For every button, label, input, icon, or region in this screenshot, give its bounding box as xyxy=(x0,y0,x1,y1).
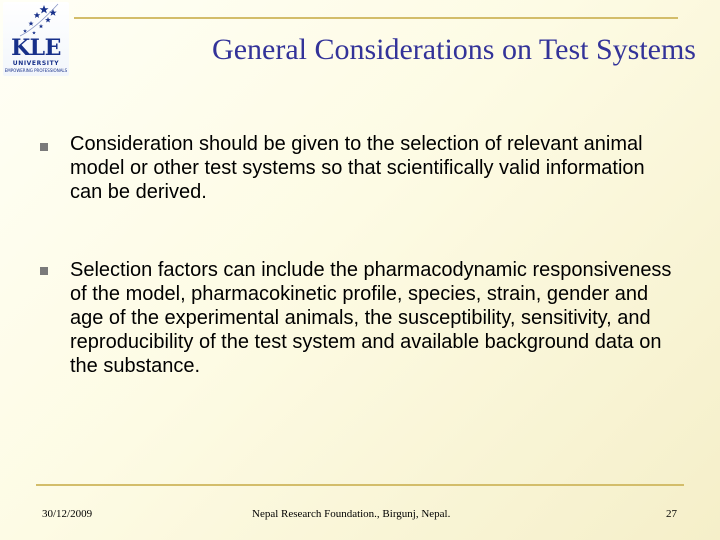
logo-wordmark: KLE xyxy=(11,35,61,61)
footer-date: 30/12/2009 xyxy=(42,508,93,520)
bullet-text: Consideration should be given to the selection of relevant animal model or other test systems so that scientifically valid information can be derived. xyxy=(70,133,645,203)
logo-subtitle: UNIVERSITY xyxy=(12,60,60,67)
title-rule xyxy=(74,17,678,19)
footer-rule xyxy=(36,484,684,486)
footer-organization: Nepal Research Foundation., Birgunj, Nepal. xyxy=(252,508,451,520)
bullet-marker-icon xyxy=(40,143,48,151)
slide-title: General Considerations on Test Systems xyxy=(212,33,696,66)
logo-tagline: EMPOWERING PROFESSIONALS xyxy=(4,68,68,73)
footer-page-number: 27 xyxy=(666,508,677,520)
bullet-text: Selection factors can include the pharmacodynamic responsiveness of the model, pharmacokinetic profile, species, strain, gender and age of the experimental animals, the susceptibility, sensitivity, and reproducibility of the test system and available background data on the substance. xyxy=(70,259,672,377)
bullet-marker-icon xyxy=(40,267,48,275)
